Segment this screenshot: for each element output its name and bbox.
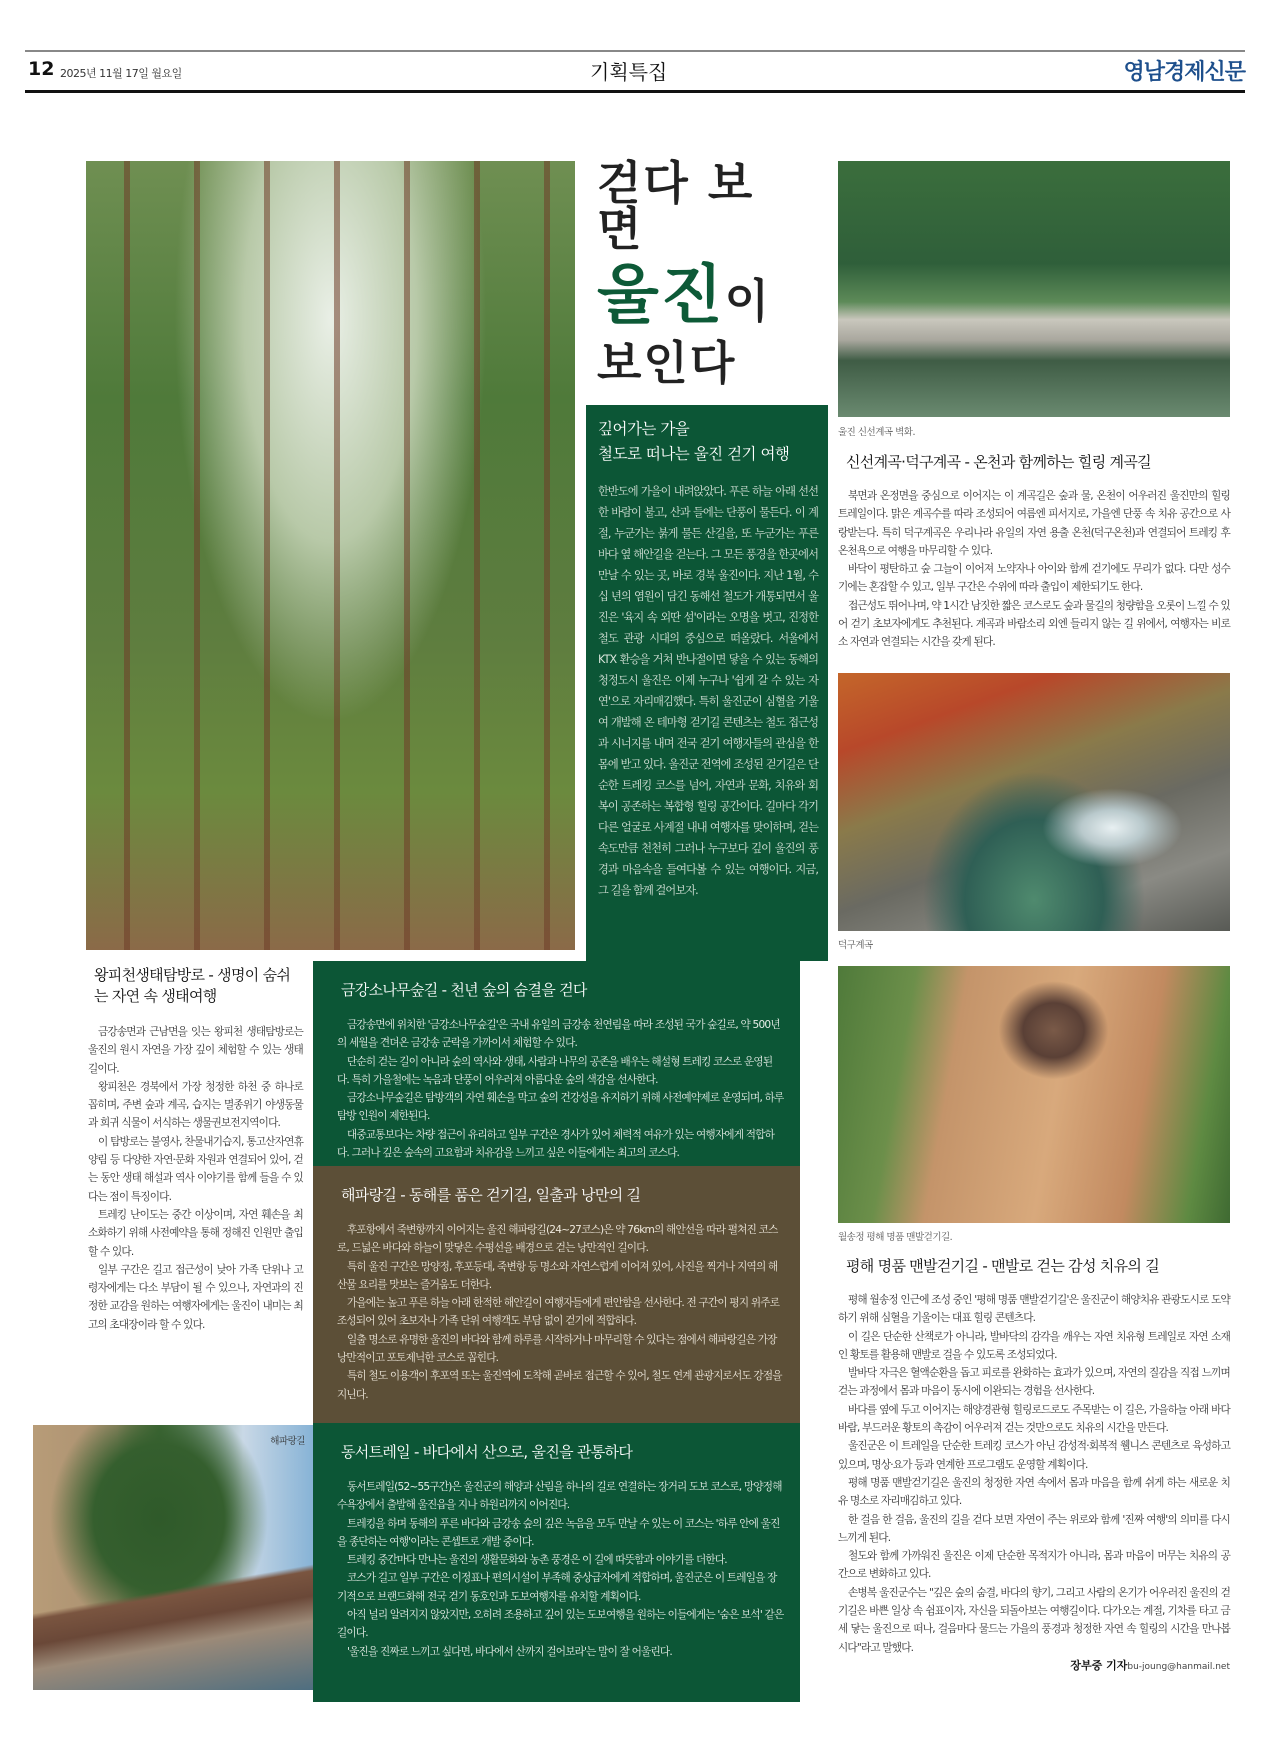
wangpicheon-heading: 왕피천생태탐방로 - 생명이 숨쉬는 자연 속 생태여행 [94, 966, 291, 1005]
paragraph: 이 길은 단순한 산책로가 아니라, 발바닥의 감각을 깨우는 자연 치유형 트레일로 자연 소재인 황토를 활용해 맨발로 걸을 수 있도록 조성되었다. [838, 1330, 1230, 1361]
reporter-name: 장부중 기자 [1070, 1658, 1128, 1672]
paragraph: 트레킹 중간마다 만나는 울진의 생활문화와 농촌 풍경은 이 길에 따뜻함과 이야기를 더한다. [347, 1554, 727, 1567]
dongseo-article [313, 1423, 800, 1702]
intro-box [586, 405, 828, 961]
paragraph: 평해 월송정 인근에 조성 중인 '평해 명품 맨발걷기길'은 울진군이 해양치유 관광도시로 도약하기 위해 심혈을 기울이는 대표 힐링 콘텐츠다. [838, 1294, 1230, 1325]
paragraph: 가을에는 높고 푸른 하늘 아래 한적한 해안길이 여행자들에게 편안함을 선사한다. 전 구간이 평지 위주로 조성되어 있어 초보자나 가족 단위 여행객도 부담 없이 걷기에 적합하다. [337, 1297, 780, 1328]
page-number: 12 [28, 58, 55, 80]
sinseon-photo-caption: 울진 신선계곡 벽화. [838, 427, 915, 438]
paragraph: 코스가 길고 일부 구간은 이정표나 편의시설이 부족해 중상급자에게 적합하며, 울진군은 이 트레일을 장기적으로 브랜드화해 전국 걷기 동호인과 도보여행자를 유치할 계획이다. [337, 1572, 777, 1603]
paragraph: 손병복 울진군수는 "깊은 숲의 숨결, 바다의 향기, 그리고 사람의 온기가 어우러진 울진의 걷기길은 바쁜 일상 속 쉼표이자, 자신을 되돌아보는 여행길이다. 다가오는 계절, 기차를 타고 금세 닿는 울진으로 떠나, 걸음마다 물드는 가을의 풍경과 청정한 자연 속 힐링의 시간을 만나봅시다"라고 말했다. [838, 1586, 1230, 1654]
issue-date: 2025년 11월 17일 월요일 [60, 67, 182, 80]
paragraph: 대중교통보다는 차량 접근이 유리하고 일부 구간은 경사가 있어 체력적 여유가 있는 여행자에게 적합하다. 그러나 깊은 숲속의 고요함과 치유감을 느끼고 싶은 이들에게는 최고의 코스다. [337, 1128, 775, 1160]
paragraph: 트레킹을 하며 동해의 푸른 바다와 금강송 숲의 깊은 녹음을 모두 만날 수 있는 이 코스는 '하루 안에 울진을 종단하는 여행'이라는 콘셉트로 개발 중이다. [337, 1517, 780, 1548]
title-highlight-suffix: 이 [724, 274, 772, 328]
sinseon-article [838, 452, 1230, 652]
paragraph: 바닥이 평탄하고 숲 그늘이 이어져 노약자나 아이와 함께 걷기에도 무리가 없다. 다만 성수기에는 혼잡할 수 있고, 일부 구간은 수위에 따라 출입이 제한되기도 한다. [838, 563, 1230, 594]
header-top-rule [25, 50, 1245, 52]
paragraph: 트레킹 난이도는 중간 이상이며, 자연 훼손을 최소화하기 위해 사전예약을 통해 정해진 인원만 출입할 수 있다. [88, 1208, 303, 1258]
paragraph: 이 탐방로는 불영사, 찬물내기습지, 통고산자연휴양림 등 다양한 자연·문화 자원과 연결되어 있어, 걷는 동안 생태 해설과 역사 이야기를 함께 들을 수 있다는 점이 특징이다. [88, 1135, 303, 1203]
deokgu-valley-photo [838, 673, 1230, 931]
pyeonghae-heading: 평해 명품 맨발걷기길 - 맨발로 걷는 감성 치유의 길 [846, 1257, 1160, 1275]
haeparang-heading: 해파랑길 - 동해를 품은 걷기길, 일출과 낭만의 길 [341, 1186, 641, 1204]
paragraph: 일출 명소로 유명한 울진의 바다와 함께 하루를 시작하거나 마무리할 수 있다는 점에서 해파랑길은 가장 낭만적이고 포토제닉한 코스로 꼽힌다. [337, 1333, 777, 1365]
intro-body: 한반도에 가을이 내려앉았다. 푸른 하늘 아래 선선한 바람이 불고, 산과 들에는 단풍이 물든다. 이 계절, 누군가는 붉게 물든 산길을, 또 누군가는 푸른 바다 옆 해안길을 걷는다. 그 모든 풍경을 한곳에서 만날 수 있는 곳, 바로 경북 울진이다. 지난 1월, 수십 년의 염원이 담긴 동해선 철도가 개통되면서 울진은 '육지 속 외딴 섬'이라는 오명을 벗고, 진정한 철도 관광 시대의 중심으로 떠올랐다. 서울에서 KTX 환승을 거쳐 반나절이면 닿을 수 있는 동해의 청정도시 울진은 이제 누구나 '쉽게 갈 수 있는 자연'으로 자리매김했다. 특히 울진군이 심혈을 기울여 개발해 온 테마형 걷기길 콘텐츠는 철도 접근성과 시너지를 내며 전국 걷기 여행자들의 관심을 한몸에 받고 있다. 울진군 전역에 조성된 걷기길은 단순한 트레킹 코스를 넘어, 자연과 문화, 치유와 회복이 공존하는 복합형 힐링 공간이다. 길마다 각기 다른 얼굴로 사계절 내내 여행자를 맞이하며, 걷는 속도만큼 천천히 그러나 누구보다 깊이 울진의 풍경과 마음속을 들여다볼 수 있는 여행이다. 지금, 그 길을 함께 걸어보자. [598, 485, 818, 897]
reporter-email[interactable]: bu-joung@hanmail.net [1127, 1661, 1230, 1672]
header-bottom-rule [25, 90, 1245, 93]
paragraph: 철도와 함께 가까워진 울진은 이제 단순한 목적지가 아니라, 몸과 마음이 머무는 치유의 공간으로 변화하고 있다. [838, 1550, 1230, 1581]
paragraph: 한 걸음 한 걸음, 울진의 길을 걷다 보면 자연이 주는 위로와 함께 '진짜 여행'의 의미를 다시 느끼게 된다. [838, 1513, 1230, 1544]
geumgang-article [313, 961, 800, 1166]
wangpicheon-article [88, 965, 303, 1334]
byline [1070, 1657, 1230, 1673]
feature-title [597, 156, 797, 398]
intro-heading-1: 깊어가는 가을 [598, 420, 690, 438]
paragraph: 접근성도 뛰어나며, 약 1시간 남짓한 짧은 코스로도 숲과 물길의 청량함을 오롯이 느낄 수 있어 걷기 초보자에게도 추천된다. 계곡과 바람소리 외엔 들리지 않는 길 위에서, 여행자는 비로소 자연과 연결되는 시간을 갖게 된다. [838, 599, 1230, 649]
sinseon-heading: 신선계곡·덕구계곡 - 온천과 함께하는 힐링 계곡길 [846, 453, 1151, 471]
barefoot-path-photo [838, 966, 1230, 1223]
paragraph: 금강소나무숲길은 탐방객의 자연 훼손을 막고 숲의 건강성을 유지하기 위해 사전예약제로 운영되며, 하루 탐방 인원이 제한된다. [337, 1092, 784, 1123]
title-line-3: 보인다 [597, 336, 737, 390]
paragraph: 동서트레일(52~55구간)은 울진군의 해양과 산림을 하나의 길로 연결하는 장거리 도보 코스로, 망양정해수욕장에서 출발해 울진읍을 지나 하원리까지 이어진다. [337, 1481, 782, 1512]
paragraph: 금강송면과 근남면을 잇는 왕피천 생태탐방로는 울진의 원시 자연을 가장 깊이 체험할 수 있는 생태길이다. [88, 1026, 303, 1075]
paragraph: 바다를 옆에 두고 이어지는 해양경관형 힐링로드로도 주목받는 이 길은, 가을하늘 아래 바다 바람, 부드러운 황토의 촉감이 어우러져 걷는 것만으로도 치유의 시간을 만든다. [838, 1403, 1230, 1435]
paragraph: 북면과 온정면을 중심으로 이어지는 이 계곡길은 숲과 물, 온천이 어우러진 울진만의 힐링 트레일이다. 맑은 계곡수를 따라 조성되어 여름엔 피서지로, 가을엔 단풍 속 치유 공간으로 사랑받는다. 특히 덕구계곡은 우리나라 유일의 자연 용출 온천(덕구온천)과 연결되어 트레킹 후 온천욕으로 여행을 마무리할 수 있다. [838, 490, 1230, 557]
paragraph: 아직 널리 알려지지 않았지만, 오히려 조용하고 깊이 있는 도보여행을 원하는 이들에게는 '숨은 보석' 같은 길이다. [337, 1609, 784, 1640]
paragraph: 평해 명품 맨발걷기길은 울진의 청정한 자연 속에서 몸과 마음을 함께 쉬게 하는 새로운 치유 명소로 자리매김하고 있다. [838, 1476, 1230, 1508]
paragraph: 금강송면에 위치한 '금강소나무숲길'은 국내 유일의 금강송 천연림을 따라 조성된 국가 숲길로, 약 500년의 세월을 견뎌온 금강송 군락을 가까이서 체험할 수 있다. [337, 1019, 780, 1050]
pyeonghae-photo-caption: 월송정 평해 명품 맨발걷기길. [838, 1232, 953, 1243]
paragraph: 후포항에서 죽변항까지 이어지는 울진 해파랑길(24~27코스)은 약 76km의 해안선을 따라 펼쳐진 코스로, 드넓은 바다와 하늘이 맞닿은 수평선을 배경으로 걷는 낭만적인 길이다. [337, 1224, 778, 1255]
paragraph: 특히 철도 이용객이 후포역 또는 울진역에 도착해 곧바로 접근할 수 있어, 철도 연계 관광지로서도 강점을 지닌다. [337, 1370, 782, 1401]
geumgang-heading: 금강소나무숲길 - 천년 숲의 숨결을 걷다 [341, 981, 587, 999]
title-highlight: 울진 [597, 259, 725, 333]
deokgu-photo-caption: 덕구계곡 [838, 940, 873, 951]
haeparang-photo-caption: 해파랑길 [270, 1436, 305, 1447]
paragraph: 특히 울진 구간은 망양정, 후포등대, 죽변항 등 명소와 자연스럽게 이어져 있어, 사진을 찍거나 지역의 해산물 요리를 맛보는 즐거움도 더한다. [337, 1260, 778, 1291]
pine-forest-photo [86, 161, 575, 950]
paragraph: 일부 구간은 길고 접근성이 낮아 가족 단위나 고령자에게는 다소 부담이 될 수 있으나, 자연과의 진정한 교감을 원하는 여행자에게는 울진이 내미는 최고의 초대장이라 할 수 있다. [88, 1263, 303, 1331]
newspaper-logo: 영남경제신문 [1123, 60, 1245, 85]
dongseo-heading: 동서트레일 - 바다에서 산으로, 울진을 관통하다 [341, 1443, 633, 1461]
pyeonghae-article [838, 1256, 1230, 1673]
haeparang-article [313, 1166, 800, 1423]
paragraph: 발바닥 자극은 혈액순환을 돕고 피로를 완화하는 효과가 있으며, 자연의 질감을 직접 느끼며 걷는 과정에서 몸과 마음이 동시에 이완되는 경험을 선사한다. [838, 1367, 1230, 1398]
paragraph: 울진군은 이 트레일을 단순한 트레킹 코스가 아닌 감성적·회복적 웰니스 콘텐츠로 육성하고 있으며, 명상·요가 등과 연계한 프로그램도 운영할 계획이다. [838, 1440, 1230, 1471]
sinseon-valley-mural-photo [838, 161, 1230, 417]
paragraph: 왕피천은 경북에서 가장 청정한 하천 중 하나로 꼽히며, 주변 숲과 계곡, 습지는 멸종위기 야생동물과 희귀 식물이 서식하는 생물권보전지역이다. [88, 1080, 303, 1130]
paragraph: 단순히 걷는 길이 아니라 숲의 역사와 생태, 사람과 나무의 공존을 배우는 해설형 트레킹 코스로 운영된다. 특히 가을철에는 녹음과 단풍이 어우러져 아름다운 숲의 색감을 선사한다. [337, 1055, 773, 1086]
paragraph: '울진을 진짜로 느끼고 싶다면, 바다에서 산까지 걸어보라'는 말이 잘 어울린다. [347, 1645, 672, 1658]
intro-heading-2: 철도로 떠나는 울진 걷기 여행 [598, 445, 790, 463]
section-title: 기획특집 [590, 60, 668, 84]
haeparang-photo [33, 1425, 313, 1690]
title-line-1: 걷다 보면 [597, 156, 755, 256]
